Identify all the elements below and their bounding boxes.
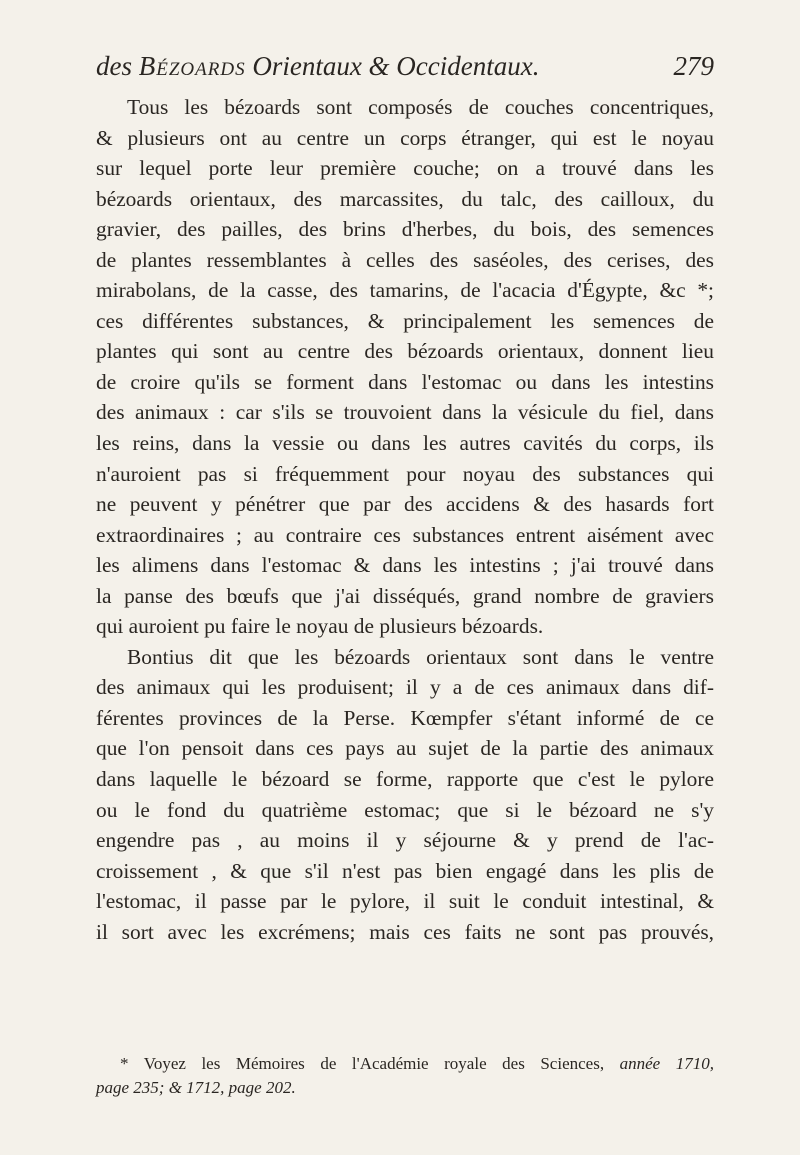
text-line: de plantes ressemblantes à celles des saséoles, des cerises, des	[96, 247, 714, 272]
text-line: l'estomac, il passe par le pylore, il suit le conduit intestinal, &	[96, 889, 714, 914]
text-line: n'auroient pas si fréquemment pour noyau des substances qui	[96, 461, 714, 486]
body-text	[96, 92, 714, 947]
text-line: qui auroient pu faire le noyau de plusieurs bézoards.	[96, 614, 544, 639]
running-header	[96, 44, 714, 88]
text-line: des animaux qui les produisent; il y a de ces animaux dans dif-	[96, 675, 714, 700]
text-line: plantes qui sont au centre des bézoards orientaux, donnent lieu	[96, 339, 714, 364]
text-line: croissement , & que s'il n'est pas bien engagé dans les plis de	[96, 858, 714, 883]
text-line: la panse des bœufs que j'ai disséqués, grand nombre de graviers	[96, 583, 714, 608]
page-number: 279	[673, 51, 714, 81]
text-line: il sort avec les excrémens; mais ces faits ne sont pas prouvés,	[96, 919, 714, 944]
text-line: les alimens dans l'estomac & dans les intestins ; j'ai trouvé dans	[96, 553, 714, 578]
footnote-year: année 1710,	[619, 1054, 715, 1073]
text-line: les reins, dans la vessie ou dans les autres cavités du corps, ils	[96, 431, 714, 456]
footnote	[96, 1052, 714, 1100]
text-line: ou le fond du quatrième estomac; que si le bézoard ne s'y	[96, 797, 714, 822]
footnote-text: * Voyez les Mémoires de l'Académie royale des Sciences,	[120, 1054, 620, 1073]
footnote-line-2: page 235; & 1712, page 202.	[96, 1078, 296, 1097]
text-line: extraordinaires ; au contraire ces substances entrent aisément avec	[96, 522, 714, 547]
header-prefix: des	[96, 51, 139, 81]
text-line: dans laquelle le bézoard se forme, rapporte que c'est le pylore	[96, 767, 714, 792]
text-line: gravier, des pailles, des brins d'herbes, du bois, des semences	[96, 217, 714, 242]
text-line: ces différentes substances, & principalement les semences de	[96, 308, 714, 333]
text-line: de croire qu'ils se forment dans l'estomac ou dans les intestins	[96, 369, 714, 394]
text-line: des animaux : car s'ils se trouvoient dans la vésicule du fiel, dans	[96, 400, 714, 425]
text-line: Tous les bézoards sont composés de couches concentriques,	[127, 95, 714, 119]
text-line: bézoards orientaux, des marcassites, du talc, des cailloux, du	[96, 186, 714, 211]
text-line: Bontius dit que les bézoards orientaux sont dans le ventre	[127, 644, 714, 669]
header-word-bezoards: Bézoards	[138, 51, 246, 81]
text-line: engendre pas , au moins il y séjourne & y prend de l'ac-	[96, 828, 714, 853]
text-line: sur lequel porte leur première couche; on a trouvé dans les	[96, 156, 714, 181]
footnote-line-1	[96, 1052, 714, 1076]
text-line: & plusieurs ont au centre un corps étranger, qui est le noyau	[96, 125, 714, 150]
header-rest: Orientaux & Occidentaux.	[245, 51, 540, 81]
text-line: ne peuvent y pénétrer que par des accidens & des hasards fort	[96, 492, 714, 517]
text-line: que l'on pensoit dans ces pays au sujet de la partie des animaux	[96, 736, 714, 761]
text-line: férentes provinces de la Perse. Kœmpfer s'étant informé de ce	[96, 705, 714, 730]
header-title	[96, 51, 540, 81]
text-line: mirabolans, de la casse, des tamarins, de l'acacia d'Égypte, &c *;	[96, 278, 714, 303]
